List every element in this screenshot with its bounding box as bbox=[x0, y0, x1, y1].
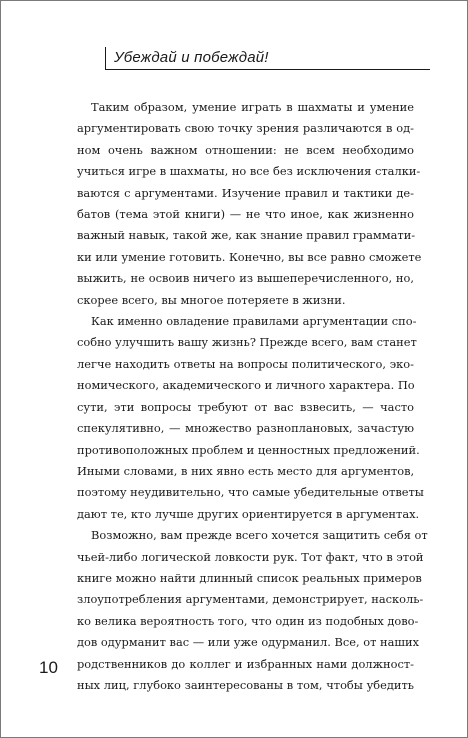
body-text bbox=[77, 97, 428, 696]
text-line: сути, эти вопросы требуют от вас взвесить, — часто bbox=[77, 399, 414, 414]
text-line: Как именно овладение правилами аргументации спо- bbox=[91, 314, 417, 329]
text-line: батов (тема этой книги) — не что иное, как жизненно bbox=[77, 207, 414, 222]
text-line: Таким образом, умение играть в шахматы и умение bbox=[91, 100, 414, 114]
text-line: ваются с аргументами. Изучение правил и тактики де- bbox=[77, 185, 414, 200]
header-rule bbox=[105, 69, 430, 70]
text-line: дов одурманит вас — или уже одурманил. Все, от наших bbox=[77, 635, 420, 650]
text-line: злоупотребления аргументами, демонстрирует, насколь- bbox=[77, 592, 424, 607]
text-line: ном очень важном отношении: не всем необходимо bbox=[77, 142, 414, 157]
text-line: ки или умение готовить. Конечно, вы все равно сможете bbox=[77, 249, 422, 264]
text-line: выжить, не освоив ничего из вышеперечисленного, но, bbox=[77, 271, 414, 286]
paragraph bbox=[77, 97, 422, 311]
text-line: поэтому неудивительно, что самые убедительные ответы bbox=[77, 485, 424, 500]
text-line: ко велика вероятность того, что один из подобных дово- bbox=[77, 613, 419, 628]
running-title: Убеждай и побеждай! bbox=[105, 47, 269, 69]
text-line: родственников до коллег и избранных нами должност- bbox=[77, 656, 414, 671]
text-line: ных лиц, глубоко заинтересованы в том, чтобы убедить bbox=[77, 677, 414, 692]
text-line: спекулятивно, — множество разноплановых, зачастую bbox=[77, 421, 414, 436]
paragraph bbox=[77, 311, 424, 525]
text-line: противоположных проблем и ценностных предложений. bbox=[77, 442, 420, 457]
text-line: дают те, кто лучше других ориентируется в аргументах. bbox=[77, 506, 420, 521]
text-line: учиться игре в шахматы, но все без исключения сталки- bbox=[77, 164, 421, 179]
text-line: Возможно, вам прежде всего хочется защитить себя от bbox=[91, 528, 428, 543]
text-line: скорее всего, вы многое потеряете в жизни. bbox=[77, 292, 346, 307]
text-line: чьей-либо логической ловкости рук. Тот факт, что в этой bbox=[77, 549, 424, 564]
text-line: легче находить ответы на вопросы политического, эко- bbox=[77, 356, 414, 371]
text-line: собно улучшить вашу жизнь? Прежде всего, вам станет bbox=[77, 335, 417, 350]
paragraph bbox=[77, 525, 428, 696]
text-line: номического, академического и личного характера. По bbox=[77, 378, 415, 393]
text-line: аргументировать свою точку зрения различаются в од- bbox=[77, 121, 414, 136]
text-line: Иными словами, в них явно есть место для аргументов, bbox=[77, 463, 415, 478]
page-number: 10 bbox=[39, 658, 58, 677]
text-line: важный навык, такой же, как знание правил граммати- bbox=[77, 228, 416, 243]
text-line: книге можно найти длинный список реальных примеров bbox=[77, 570, 422, 585]
